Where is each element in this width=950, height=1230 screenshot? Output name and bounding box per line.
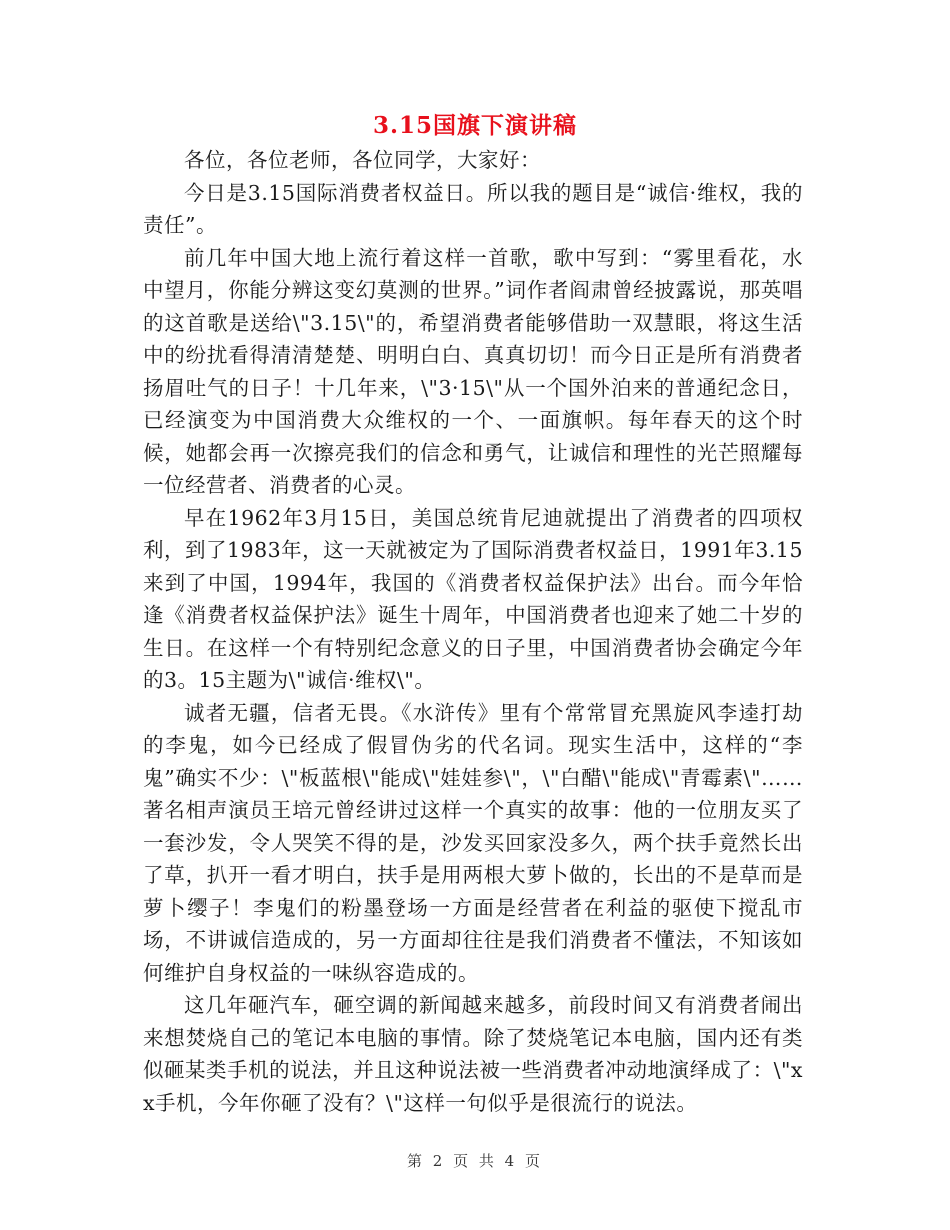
document-body [143,144,803,1119]
paragraph-greeting: 各位，各位老师，各位同学，大家好： [184,148,541,172]
paragraph-song: 前几年中国大地上流行着这样一首歌，歌中写到：“雾里看花，水中望月，你能分辨这变幻莫测的世界。”词作者阎肃曾经披露说，那英唱的这首歌是送给\"3.15\"的，希望消费者能够借助一双慧眼，将这生活中的纷扰看得清清楚楚、明明白白、真真切切！而今日正是所有消费者扬眉吐气的日子！十几年来，\"3·15\"从一个国外泊来的普通纪念日，已经演变为中国消费大众维权的一个、一面旗帜。每年春天的这个时候，她都会再一次擦亮我们的信念和勇气，让诚信和理性的光芒照耀每一位经营者、消费者的心灵。 [143,245,803,497]
paragraph-history: 早在1962年3月15日，美国总统肯尼迪就提出了消费者的四项权利，到了1983年，这一天就被定为了国际消费者权益日，1991年3.15来到了中国，1994年，我国的《消费者权益保护法》出台。而今年恰逢《消费者权益保护法》诞生十周年，中国消费者也迎来了她二十岁的生日。在这样一个有特别纪念意义的日子里，中国消费者协会确定今年的3。15主题为\"诚信·维权\"。 [143,505,803,692]
document-title: 3.15国旗下演讲稿 [372,112,578,139]
paragraph-li-gui: 诚者无疆，信者无畏。《水浒传》里有个常常冒充黑旋风李逵打劫的李鬼，如今已经成了假冒伪劣的代名词。现实生活中，这样的“李鬼”确实不少：\"板蓝根\"能成\"娃娃参\"，\"白醋\"能成\"青霉素\"……著名相声演员王培元曾经讲过这样一个真实的故事：他的一位朋友买了一套沙发，令人哭笑不得的是，沙发买回家没多久，两个扶手竟然长出了草，扒开一看才明白，扶手是用两根大萝卜做的，长出的不是草而是萝卜缨子！李鬼们的粉墨登场一方面是经营者在利益的驱使下搅乱市场，不讲诚信造成的，另一方面却往往是我们消费者不懂法，不知该如何维护自身权益的一味纵容造成的。 [143,700,803,985]
page-number-footer: 第 2 页 共 4 页 [407,1152,543,1170]
paragraph-topic: 今日是3.15国际消费者权益日。所以我的题目是“诚信·维权，我的责任”。 [143,180,803,237]
paragraph-smashing: 这几年砸汽车，砸空调的新闻越来越多，前段时间又有消费者闹出来想焚烧自己的笔记本电脑的事情。除了焚烧笔记本电脑，国内还有类似砸某类手机的说法，并且这种说法被一些消费者冲动地演绎成了：\"xx手机，今年你砸了没有？\"这样一句似乎是很流行的说法。 [143,993,803,1115]
